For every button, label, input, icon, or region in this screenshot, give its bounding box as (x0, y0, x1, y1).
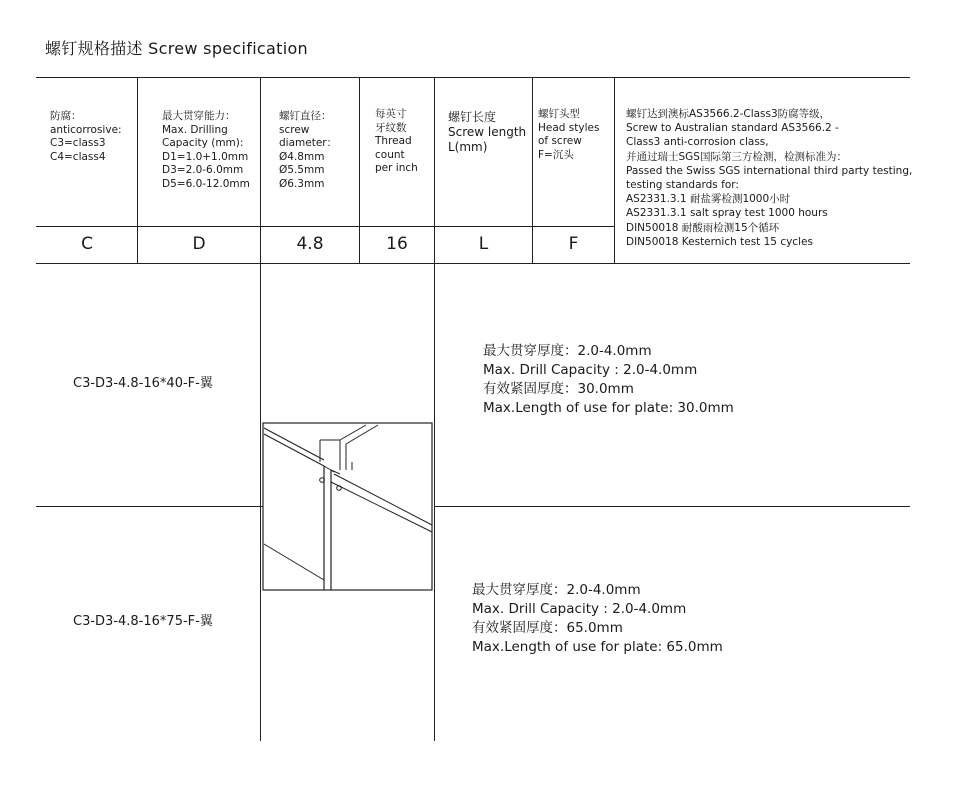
header-screw-diameter: 螺钉直径： screw diameter： Ø4.8mm Ø5.5mm Ø6.3mm (279, 110, 338, 190)
code-thread: 16 (386, 234, 408, 254)
code-length: L (478, 234, 489, 254)
header-screw-length: 螺钉长度 Screw length L(mm) (448, 110, 527, 154)
products-divider-right (435, 506, 910, 507)
code-head: F (568, 234, 579, 254)
header-code-divider (36, 226, 614, 227)
code-anticorrosive: C (81, 234, 93, 254)
table-top-border (36, 77, 910, 78)
col-divider-2 (260, 77, 261, 741)
col-divider-6 (614, 77, 615, 264)
product-spec-75: 最大贯穿厚度：2.0-4.0mm Max. Drill Capacity : 2.0-4.0mm 有效紧固厚度：65.0mm Max.Length of use for plate: 65.0mm (472, 582, 723, 655)
product-model-40: C3-D3-4.8-16*40-F-翼 (73, 376, 213, 391)
header-anticorrosive: 防腐： anticorrosive: C3=class3 C4=class4 (50, 110, 122, 163)
header-thread-count: 每英寸 牙纹数 Thread count per inch (375, 108, 418, 174)
col-divider-4 (434, 77, 435, 741)
standards-description: 螺钉达到澳标AS3566.2-Class3防腐等级， Screw to Australian standard AS3566.2 - Class3 anti-corrosion class, 并通过瑞士SGS国际第三方检测，检测标准为： Passed the Swiss SGS international third party testing, testing standards for: AS2331.3.1 耐盐雾检测1000小时 AS2331.3.1 salt spray test 1000 hours DIN50018 耐酸雨检测15个循环 DIN50018 Kesternich test 15 cycles (626, 108, 913, 248)
panel-joint-illustration (262, 422, 434, 592)
product-spec-40: 最大贯穿厚度：2.0-4.0mm Max. Drill Capacity : 2.0-4.0mm 有效紧固厚度：30.0mm Max.Length of use for plate: 30.0mm (483, 343, 734, 416)
page-title: 螺钉规格描述 Screw specification (45, 39, 308, 58)
product-model-75: C3-D3-4.8-16*75-F-翼 (73, 614, 213, 629)
code-diameter: 4.8 (296, 234, 324, 254)
code-drilling: D (192, 234, 206, 254)
header-bottom-border (36, 263, 910, 264)
header-head-style: 螺钉头型 Head styles of screw F=沉头 (538, 108, 600, 161)
header-drilling-capacity: 最大贯穿能力： Max. Drilling Capacity (mm): D1=1.0+1.0mm D3=2.0-6.0mm D5=6.0-12.0mm (162, 110, 250, 190)
products-divider-left (36, 506, 264, 507)
